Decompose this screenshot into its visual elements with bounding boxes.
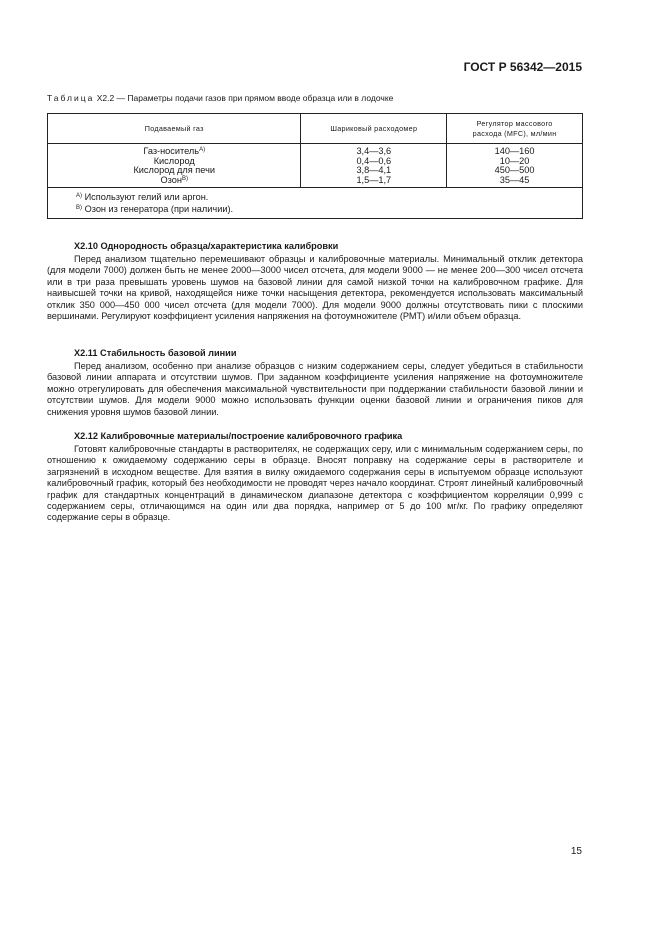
- section-text: Перед анализом тщательно перемешивают образцы и калибровочные материалы. Минимальный отклик детектора (для модели 7000) должен быть не менее 2000—3000 чисел отсчета, для модели 9000 — не менее 200—300 чисел отсчета или в три раза превышать уровень шумов на базовой линии для самой низкой точки на калибровочном графике. Для наивысшей точки на кривой, находящейся ниже точки насыщения детектора, рекомендуется использовать максимальный отклик 350 000—450 000 чисел отсчета (для модели 7000). Для модели 9000 должны отсутствовать пики с плоскими вершинами. Регулируют коэффициент усиления напряжения на фотоумножителе (РМТ) и/или объем образца.: [47, 254, 583, 322]
- table-caption-text: Х2.2 — Параметры подачи газов при прямом вводе образца или в лодочке: [96, 93, 394, 103]
- gas-cell: [48, 144, 301, 188]
- section-text: Готовят калибровочные стандарты в растворителях, не содержащих серу, или с минимальным содержанием серы, по отношению к ожидаемому содержанию серы в образце. Вносят поправку на содержание серы в растворителе и загрязнений в исходном веществе. Для взятия в вилку ожидаемого содержания серы в испытуемом образце используют калибровочный график, который без необходимости не проводят через начало координат. Строят линейный калибровочный график для стандартных концентраций в динамическом диапазоне детектора с коэффициентом корреляции 0,999 с содержанием серы, отличающимся на один или два порядка, например от 5 до 100 мг/кг. По графику определяют содержание серы в образце.: [47, 444, 583, 523]
- table-caption: [47, 93, 393, 103]
- table-notes-row: [48, 188, 583, 219]
- column-header-gas: Подаваемый газ: [48, 114, 301, 144]
- mfc-cell: [447, 144, 583, 188]
- table-notes: [48, 188, 583, 219]
- section-title: Х2.12 Калибровочные материалы/построение калибровочного графика: [74, 431, 403, 441]
- page-number: 15: [570, 846, 582, 857]
- flowmeter-value: 1,5—1,7: [356, 174, 392, 185]
- flowmeter-value: 3,4—3,6: [356, 146, 392, 156]
- section-title: Х2.11 Стабильность базовой линии: [74, 348, 237, 358]
- document-code: ГОСТ Р 56342—2015: [463, 60, 582, 74]
- column-header-mfc: Регулятор массового расхода (MFC), мл/мин: [447, 114, 583, 144]
- table-row: Кислород для печи: [133, 165, 215, 175]
- flowmeter-cell: [301, 144, 447, 188]
- section-x2-12: [47, 430, 583, 524]
- table-note: $^{В)}$ Озон из генератора (при наличии).: [76, 204, 234, 214]
- table-row: Озон$^{В)}$: [160, 174, 188, 185]
- mfc-value: 450—500: [494, 165, 535, 175]
- mfc-value: 10—20: [499, 155, 530, 166]
- table-row: Кислород: [153, 155, 195, 166]
- mfc-value: 35—45: [499, 174, 530, 185]
- table-row: Газ-носитель$^{А)}$: [143, 146, 206, 156]
- section-text: Перед анализом, особенно при анализе образцов с низким содержанием серы, следует убедиться в стабильности базовой линии аппарата и отсутствии шумов. При заданном коэффициенте усиления напряжение на фотоумножителе можно отрегулировать для обеспечения максимальной чувствительности при поддержании стабильности базовой линии и отсутствии шумов. Для модели 9000 можно использовать функции оценки базовой линии и ограничения пиков для снижения уровня шумов базовой линии.: [47, 361, 583, 417]
- section-title: Х2.10 Однородность образца/характеристика калибровки: [74, 241, 339, 251]
- table-header-row: [48, 114, 583, 144]
- mfc-value: 140—160: [494, 146, 535, 156]
- flowmeter-value: 3,8—4,1: [356, 165, 392, 175]
- flowmeter-value: 0,4—0,6: [356, 155, 392, 166]
- table-note: $^{А)}$ Используют гелий или аргон.: [76, 192, 209, 202]
- column-header-flowmeter: Шариковый расходомер: [301, 114, 447, 144]
- table-caption-label: Таблица: [47, 93, 95, 103]
- table-body-row: [48, 144, 583, 188]
- gas-parameters-table: [47, 113, 583, 219]
- section-x2-10: [47, 240, 583, 322]
- section-x2-11: [47, 347, 583, 418]
